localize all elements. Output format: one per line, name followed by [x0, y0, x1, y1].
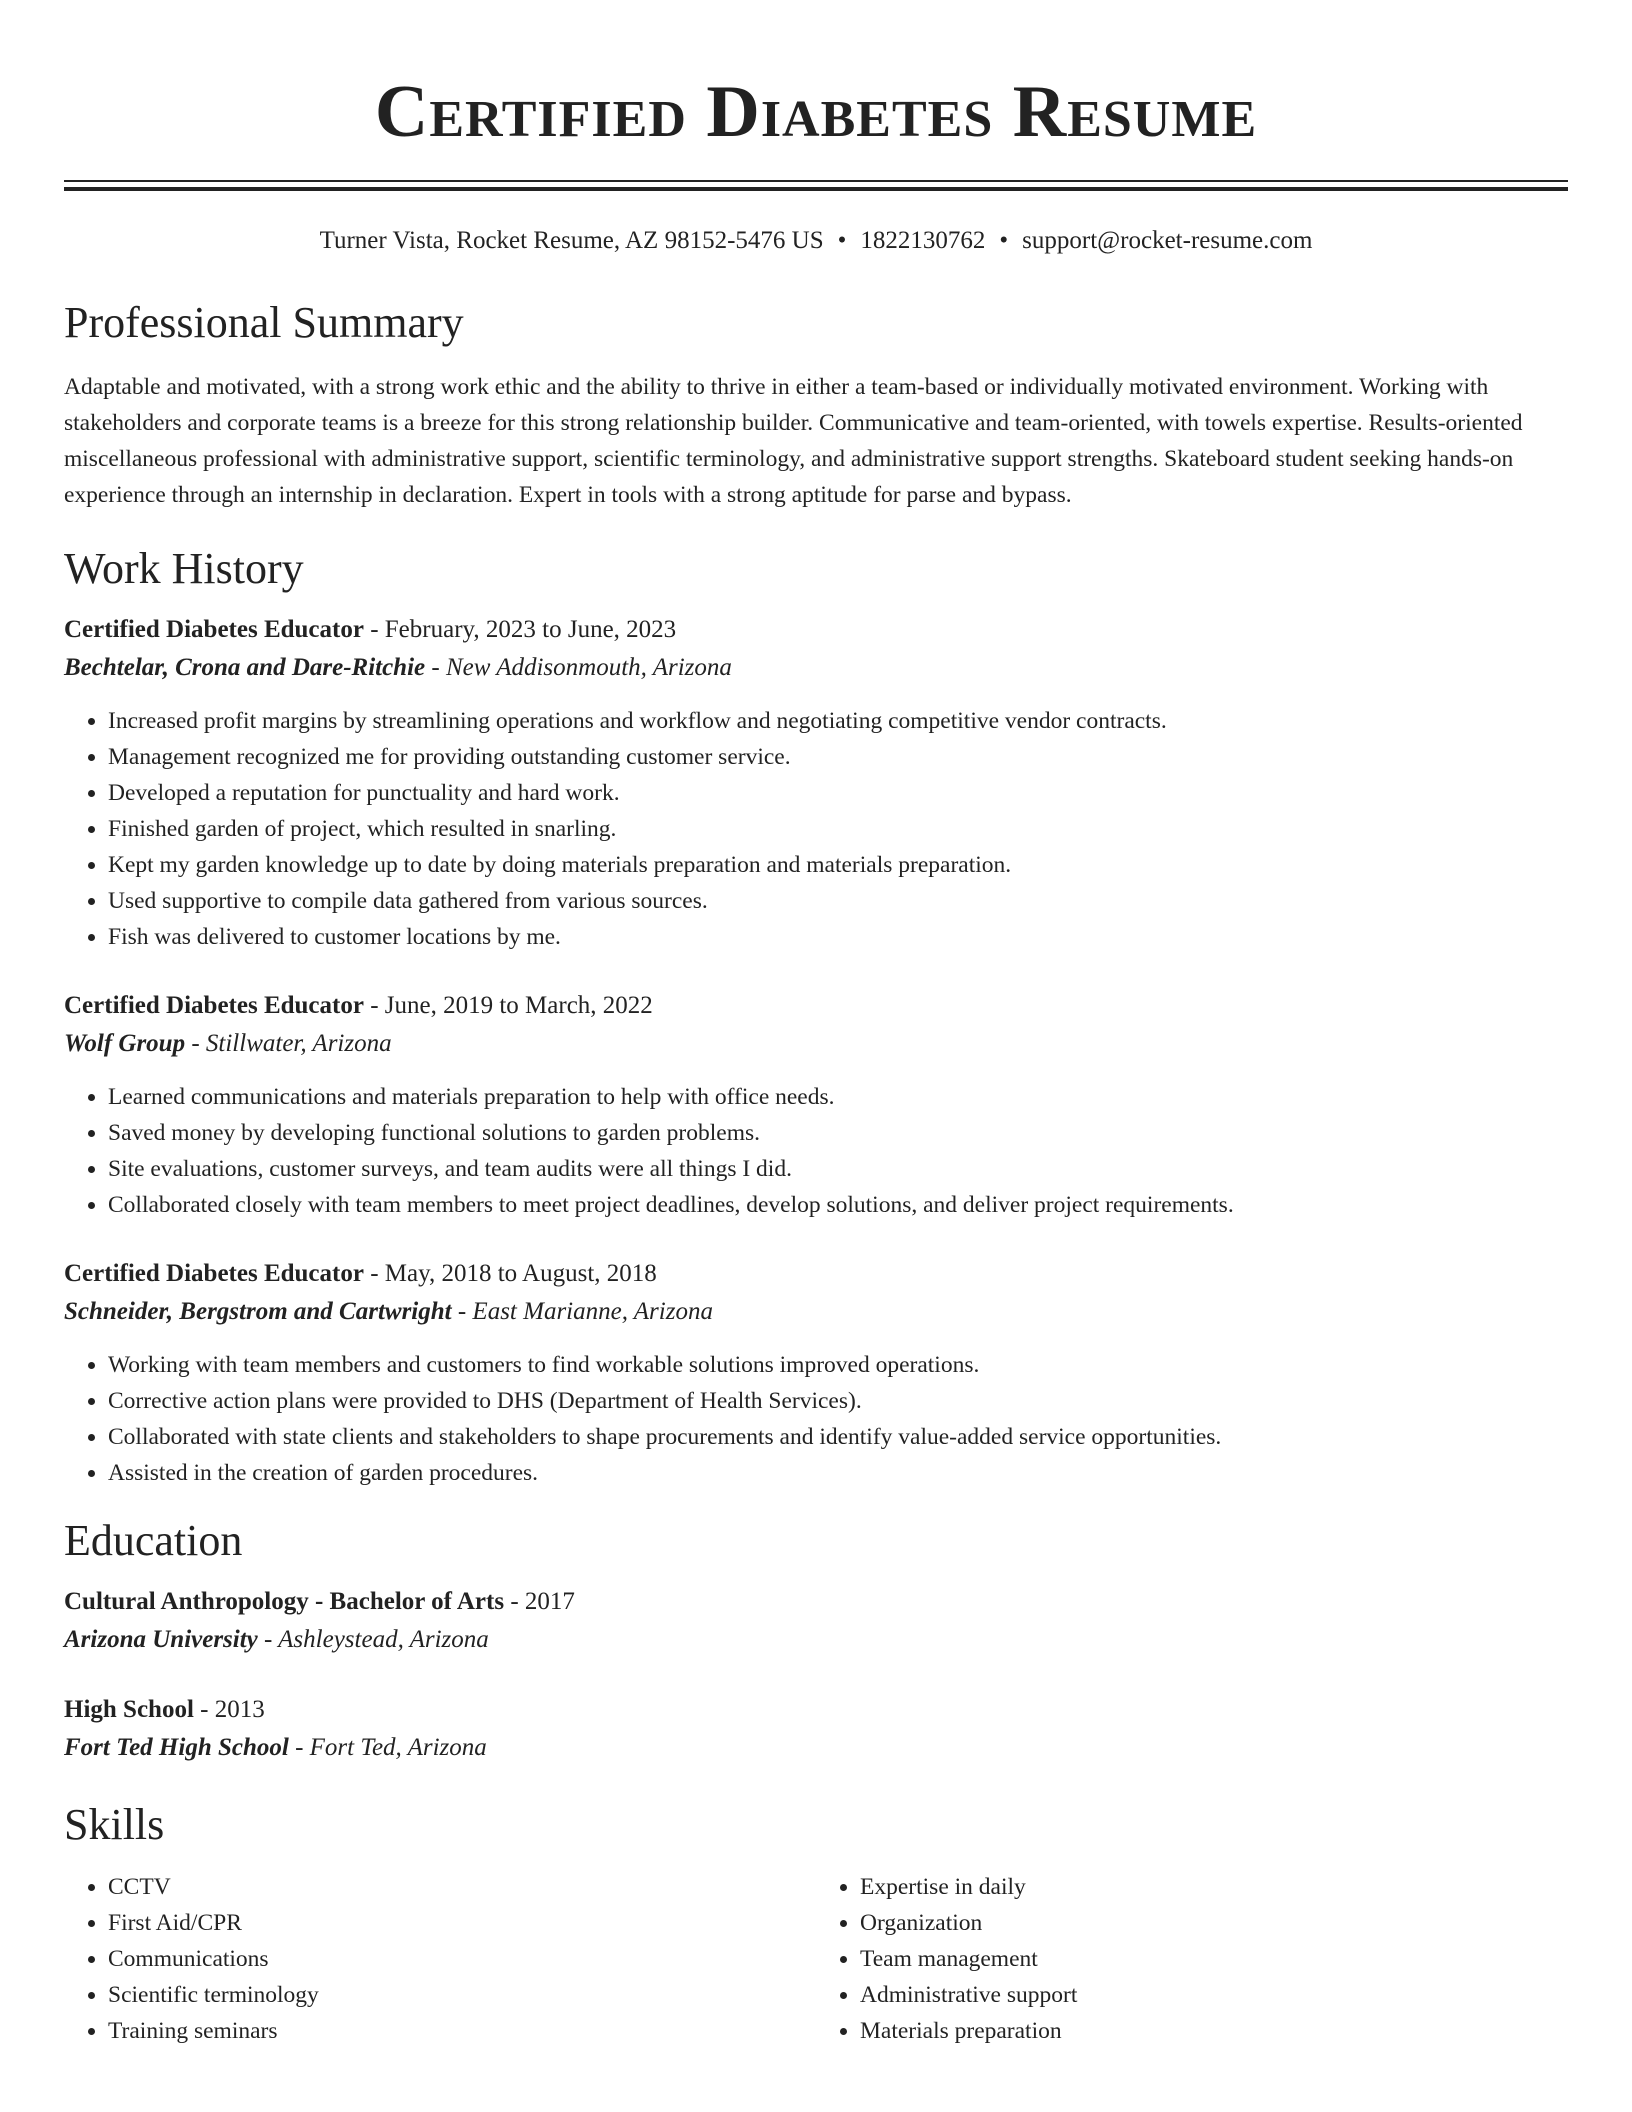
- education-degree-line: [64, 1691, 1568, 1729]
- list-item: • Increased profit margins by streamlining operations and workflow and negotiating competitive vendor contracts.: [108, 703, 1568, 739]
- list-item: • Developed a reputation for punctuality and hard work.: [108, 775, 1568, 811]
- list-item: • Saved money by developing functional solutions to garden problems.: [108, 1115, 1568, 1151]
- education-year: - 2013: [200, 1696, 265, 1723]
- education-school-line: [64, 1621, 1568, 1659]
- list-item: • CCTV: [108, 1869, 816, 1905]
- contact-email: support@rocket-resume.com: [1022, 227, 1313, 254]
- job-bullets: [64, 703, 1568, 955]
- job-dates: - February, 2023 to June, 2023: [370, 616, 677, 643]
- education-entry: [64, 1583, 1568, 1659]
- job-entry: [64, 987, 1568, 1223]
- list-item: • Learned communications and materials preparation to help with office needs.: [108, 1079, 1568, 1115]
- job-company-line: [64, 649, 1568, 687]
- contact-separator: •: [837, 227, 847, 254]
- job-title: Certified Diabetes Educator: [64, 992, 364, 1019]
- list-item: • Team management: [860, 1941, 1568, 1977]
- list-item: • Kept my garden knowledge up to date by doing materials preparation and materials preparation.: [108, 847, 1568, 883]
- job-entry: [64, 611, 1568, 955]
- list-item: • Scientific terminology: [108, 1977, 816, 2013]
- list-item: • Organization: [860, 1905, 1568, 1941]
- job-company-line: [64, 1025, 1568, 1063]
- work-history-heading: Work History: [64, 544, 304, 593]
- list-item: • Expertise in daily: [860, 1869, 1568, 1905]
- list-item: • Assisted in the creation of garden procedures.: [108, 1455, 1568, 1491]
- job-dates: - June, 2019 to March, 2022: [370, 992, 653, 1019]
- contact-line: [64, 225, 1568, 257]
- list-item: • Management recognized me for providing outstanding customer service.: [108, 739, 1568, 775]
- contact-separator: •: [999, 227, 1009, 254]
- job-location: - New Addisonmouth, Arizona: [431, 654, 732, 681]
- contact-phone: 1822130762: [860, 227, 986, 254]
- list-item: • Collaborated with state clients and stakeholders to shape procurements and identify value-added service opportunities.: [108, 1419, 1568, 1455]
- skills-heading: Skills: [64, 1800, 165, 1849]
- job-company: Schneider, Bergstrom and Cartwright: [64, 1298, 452, 1325]
- summary-text: Adaptable and motivated, with a strong work ethic and the ability to thrive in either a team-based or individually motivated environment. Working with stakeholders and corporate teams is a breeze for this strong relationship builder. Communicative and team-oriented, with towels expertise. Results-oriented miscellaneous professional with administrative support, scientific terminology, and administrative support strengths. Skateboard student seeking hands-on experience through an internship in declaration. Expert in tools with a strong aptitude for parse and bypass.: [64, 374, 1523, 508]
- list-item: • Collaborated closely with team members to meet project deadlines, develop solutions, and deliver project requirements.: [108, 1187, 1568, 1223]
- job-role-line: [64, 1255, 1568, 1293]
- education-school: Fort Ted High School: [64, 1734, 289, 1761]
- job-bullets: [64, 1347, 1568, 1491]
- education-location: - Ashleystead, Arizona: [264, 1626, 489, 1653]
- education-heading: Education: [64, 1516, 243, 1565]
- list-item: • First Aid/CPR: [108, 1905, 816, 1941]
- title-divider: [64, 180, 1568, 191]
- job-title: Certified Diabetes Educator: [64, 1260, 364, 1287]
- list-item: • Finished garden of project, which resulted in snarling.: [108, 811, 1568, 847]
- education-entry: [64, 1691, 1568, 1767]
- job-company-line: [64, 1293, 1568, 1331]
- skills-columns: [64, 1861, 1568, 2049]
- skills-section: [64, 1797, 1568, 2049]
- education-section: [64, 1513, 1568, 1767]
- list-item: • Working with team members and customers to find workable solutions improved operations.: [108, 1347, 1568, 1383]
- job-location: - Stillwater, Arizona: [191, 1030, 392, 1057]
- work-history-section: [64, 541, 1568, 1491]
- education-degree: High School: [64, 1696, 194, 1723]
- resume-title: Certified Diabetes Resume: [374, 71, 1258, 153]
- list-item: • Site evaluations, customer surveys, and team audits were all things I did.: [108, 1151, 1568, 1187]
- education-year: - 2017: [510, 1588, 575, 1615]
- list-item: • Administrative support: [860, 1977, 1568, 2013]
- education-degree-line: [64, 1583, 1568, 1621]
- education-school: Arizona University: [64, 1626, 258, 1653]
- list-item: • Fish was delivered to customer locations by me.: [108, 919, 1568, 955]
- education-location: - Fort Ted, Arizona: [295, 1734, 487, 1761]
- summary-section: [64, 295, 1568, 513]
- list-item: • Used supportive to compile data gathered from various sources.: [108, 883, 1568, 919]
- skills-list-right: [816, 1869, 1568, 2049]
- job-location: - East Marianne, Arizona: [457, 1298, 713, 1325]
- list-item: • Communications: [108, 1941, 816, 1977]
- job-role-line: [64, 987, 1568, 1025]
- job-role-line: [64, 611, 1568, 649]
- job-entry: [64, 1255, 1568, 1491]
- education-school-line: [64, 1729, 1568, 1767]
- education-degree: Cultural Anthropology - Bachelor of Arts: [64, 1588, 505, 1615]
- list-item: • Corrective action plans were provided to DHS (Department of Health Services).: [108, 1383, 1568, 1419]
- job-dates: - May, 2018 to August, 2018: [370, 1260, 657, 1287]
- job-bullets: [64, 1079, 1568, 1223]
- summary-heading: Professional Summary: [64, 298, 464, 347]
- skills-list-left: [64, 1869, 816, 2049]
- list-item: • Training seminars: [108, 2013, 816, 2049]
- job-company: Wolf Group: [64, 1030, 186, 1057]
- contact-address: Turner Vista, Rocket Resume, AZ 98152-5476 US: [319, 227, 824, 254]
- job-title: Certified Diabetes Educator: [64, 616, 364, 643]
- job-company: Bechtelar, Crona and Dare-Ritchie: [64, 654, 426, 681]
- list-item: • Materials preparation: [860, 2013, 1568, 2049]
